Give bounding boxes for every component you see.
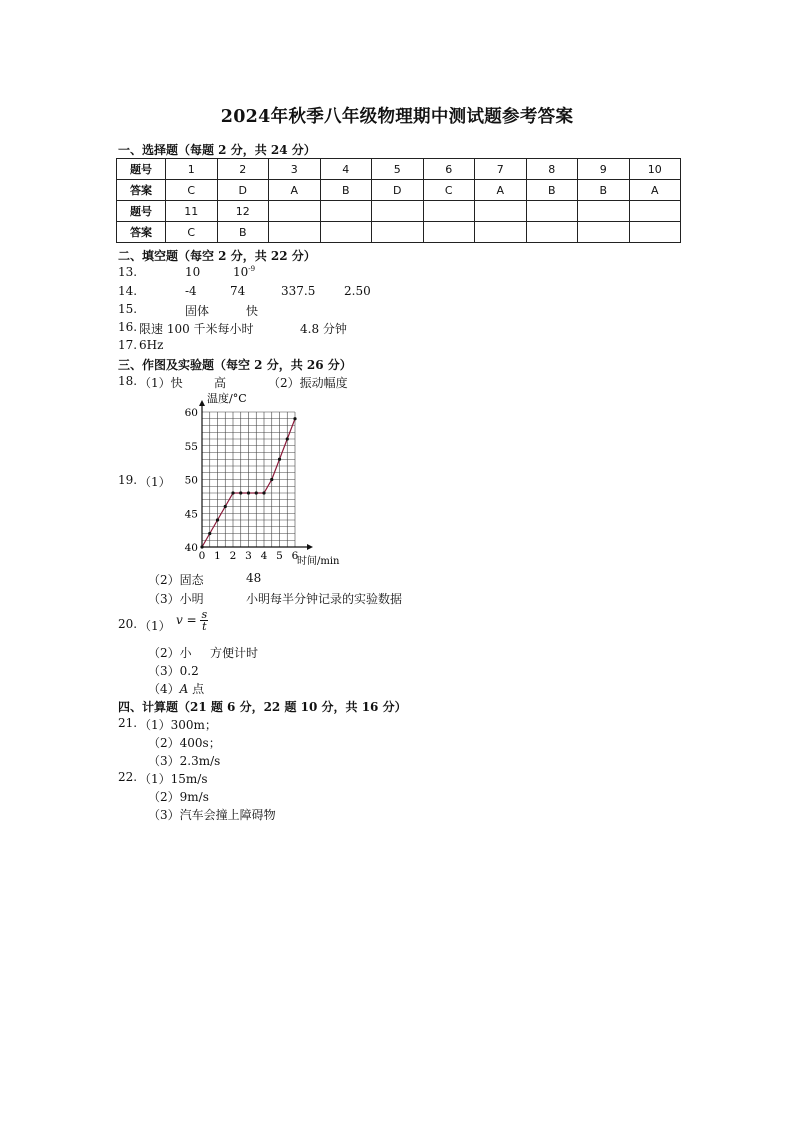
answer-q20-part4: （4）A 点 bbox=[148, 682, 205, 696]
answer-q20-part1 bbox=[118, 608, 208, 633]
table-cell bbox=[578, 222, 630, 243]
section2-heading: 二、填空题（每空 2 分，共 22 分） bbox=[118, 249, 316, 263]
table-cell: 11 bbox=[166, 201, 218, 222]
table-cell: 7 bbox=[475, 159, 527, 180]
x-tick-label: 2 bbox=[229, 550, 237, 562]
table-cell bbox=[269, 222, 321, 243]
table-cell: C bbox=[423, 180, 475, 201]
data-point bbox=[270, 478, 273, 481]
question-number: 15. bbox=[118, 302, 138, 316]
answer-value: （1）300m； bbox=[139, 718, 217, 732]
y-tick-label: 50 bbox=[184, 474, 198, 487]
table-row bbox=[117, 222, 681, 243]
table-row bbox=[117, 159, 681, 180]
answer-value: 74 bbox=[230, 284, 246, 298]
answer-value: 6Hz bbox=[139, 338, 164, 352]
answer-q16 bbox=[118, 320, 347, 336]
chart-xlabel: 时间/min bbox=[297, 556, 340, 567]
table-row-label: 答案 bbox=[117, 222, 166, 243]
y-tick-label: 60 bbox=[184, 407, 198, 419]
answer-q19-part3 bbox=[148, 590, 403, 607]
table-cell: C bbox=[166, 180, 218, 201]
answer-q21-part1 bbox=[118, 716, 217, 732]
answer-q19-part2 bbox=[148, 571, 262, 588]
table-cell: 10 bbox=[629, 159, 681, 180]
y-axis-arrow bbox=[199, 400, 205, 406]
x-tick-label: 4 bbox=[260, 550, 268, 562]
data-point bbox=[247, 491, 250, 494]
data-point bbox=[239, 491, 242, 494]
data-point bbox=[200, 545, 203, 548]
answer-value: （1）快 bbox=[139, 376, 183, 390]
answer-value: 48 bbox=[246, 571, 262, 585]
question-number: 18. bbox=[118, 374, 138, 388]
table-cell bbox=[526, 201, 578, 222]
table-cell: 8 bbox=[526, 159, 578, 180]
table-cell bbox=[423, 201, 475, 222]
data-point bbox=[293, 417, 296, 420]
answer-q22-part2: （2）9m/s bbox=[148, 790, 209, 804]
answer-q20-part3: （3）0.2 bbox=[148, 664, 199, 678]
table-cell: B bbox=[320, 180, 372, 201]
table-cell bbox=[629, 201, 681, 222]
chart-ylabel: 温度/°C bbox=[207, 392, 247, 405]
table-cell bbox=[320, 201, 372, 222]
data-point bbox=[286, 437, 289, 440]
answer-value: 10 bbox=[185, 265, 201, 279]
answer-label: （2）固态 bbox=[148, 573, 204, 587]
data-point bbox=[278, 458, 281, 461]
table-cell bbox=[423, 222, 475, 243]
table-cell bbox=[372, 222, 424, 243]
answer-value: 限速 100 千米每小时 bbox=[139, 322, 254, 336]
answer-q20-part2 bbox=[148, 644, 259, 661]
table-row bbox=[117, 180, 681, 201]
page-title: 2024年秋季八年级物理期中测试题参考答案 bbox=[220, 107, 574, 127]
answer-q13 bbox=[118, 265, 256, 279]
table-cell bbox=[320, 222, 372, 243]
data-point bbox=[262, 491, 265, 494]
answer-label: （2）小 bbox=[148, 646, 192, 660]
answer-value: 快 bbox=[246, 304, 259, 318]
table-cell bbox=[372, 201, 424, 222]
table-row-label: 答案 bbox=[117, 180, 166, 201]
x-axis-arrow bbox=[307, 544, 313, 550]
question-number: 20. bbox=[118, 617, 138, 631]
velocity-formula: v = $\frac{s}{t}$ bbox=[176, 608, 208, 633]
table-cell: 3 bbox=[269, 159, 321, 180]
table-cell bbox=[269, 201, 321, 222]
data-point bbox=[216, 518, 219, 521]
table-cell bbox=[629, 222, 681, 243]
answer-q21-part3: （3）2.3m/s bbox=[148, 754, 221, 768]
y-tick-label: 40 bbox=[184, 542, 198, 554]
y-tick-label: 55 bbox=[184, 440, 198, 453]
data-point bbox=[208, 532, 211, 535]
question-number: 19. bbox=[118, 473, 138, 487]
section3-heading: 三、作图及实验题（每空 2 分，共 26 分） bbox=[118, 358, 352, 372]
question-number: 22. bbox=[118, 770, 138, 784]
x-tick-label: 0 bbox=[198, 550, 206, 562]
x-tick-label: 5 bbox=[276, 550, 283, 562]
answer-label: （3）小明 bbox=[148, 592, 204, 606]
table-cell bbox=[475, 201, 527, 222]
data-point bbox=[231, 491, 234, 494]
answer-q15 bbox=[118, 302, 259, 318]
table-cell: 4 bbox=[320, 159, 372, 180]
answer-value: $10^{-9}$ bbox=[233, 265, 256, 279]
answer-value: 高 bbox=[214, 376, 227, 390]
data-point bbox=[255, 491, 258, 494]
table-cell: B bbox=[578, 180, 630, 201]
table-cell: A bbox=[269, 180, 321, 201]
question-number: 13. bbox=[118, 265, 138, 279]
x-tick-label: 6 bbox=[291, 550, 299, 562]
question-number: 14. bbox=[118, 284, 138, 298]
table-cell: 5 bbox=[372, 159, 424, 180]
table-row bbox=[117, 201, 681, 222]
answer-value: 4.8 分钟 bbox=[300, 322, 347, 336]
table-cell: 2 bbox=[217, 159, 269, 180]
x-tick-label: 3 bbox=[245, 550, 252, 562]
table-cell: B bbox=[526, 180, 578, 201]
table-cell bbox=[578, 201, 630, 222]
answer-value: （1）15m/s bbox=[139, 772, 208, 786]
answer-value: 337.5 bbox=[281, 284, 316, 298]
table-row-label: 题号 bbox=[117, 201, 166, 222]
answer-q22-part1 bbox=[118, 770, 208, 786]
table-cell: 12 bbox=[217, 201, 269, 222]
table-cell: 9 bbox=[578, 159, 630, 180]
section4-heading: 四、计算题（21 题 6 分，22 题 10 分，共 16 分） bbox=[118, 700, 407, 714]
section1-heading: 一、选择题（每题 2 分，共 24 分） bbox=[118, 143, 316, 157]
question-number: 17. bbox=[118, 338, 138, 352]
answer-q18 bbox=[118, 374, 348, 390]
chart-grid bbox=[202, 412, 295, 547]
temperature-time-chart bbox=[175, 388, 350, 568]
answer-q14 bbox=[118, 284, 371, 298]
y-tick-label: 45 bbox=[184, 508, 198, 521]
table-cell: B bbox=[217, 222, 269, 243]
answer-value: -4 bbox=[185, 284, 197, 298]
answer-label: （1） bbox=[139, 475, 171, 489]
table-row-label: 题号 bbox=[117, 159, 166, 180]
table-cell: 1 bbox=[166, 159, 218, 180]
table-cell: 6 bbox=[423, 159, 475, 180]
answer-q22-part3: （3）汽车会撞上障碍物 bbox=[148, 808, 276, 822]
table-cell: C bbox=[166, 222, 218, 243]
answer-q19-part1 bbox=[118, 473, 171, 489]
answer-value: （2）振动幅度 bbox=[268, 376, 348, 390]
table-cell bbox=[526, 222, 578, 243]
answer-table bbox=[116, 158, 681, 243]
x-tick-label: 1 bbox=[214, 550, 221, 562]
answer-q17 bbox=[118, 338, 164, 352]
answer-value: 2.50 bbox=[344, 284, 371, 298]
table-cell: A bbox=[629, 180, 681, 201]
table-cell: A bbox=[475, 180, 527, 201]
answer-value: 小明每半分钟记录的实验数据 bbox=[246, 592, 403, 606]
table-cell: D bbox=[372, 180, 424, 201]
answer-q21-part2: （2）400s； bbox=[148, 736, 221, 750]
table-cell bbox=[475, 222, 527, 243]
question-number: 21. bbox=[118, 716, 138, 730]
answer-value: 固体 bbox=[185, 304, 210, 318]
data-point bbox=[224, 505, 227, 508]
table-cell: D bbox=[217, 180, 269, 201]
answer-value: 方便计时 bbox=[210, 646, 259, 660]
question-number: 16. bbox=[118, 320, 138, 334]
answer-label: （1） bbox=[139, 619, 171, 633]
